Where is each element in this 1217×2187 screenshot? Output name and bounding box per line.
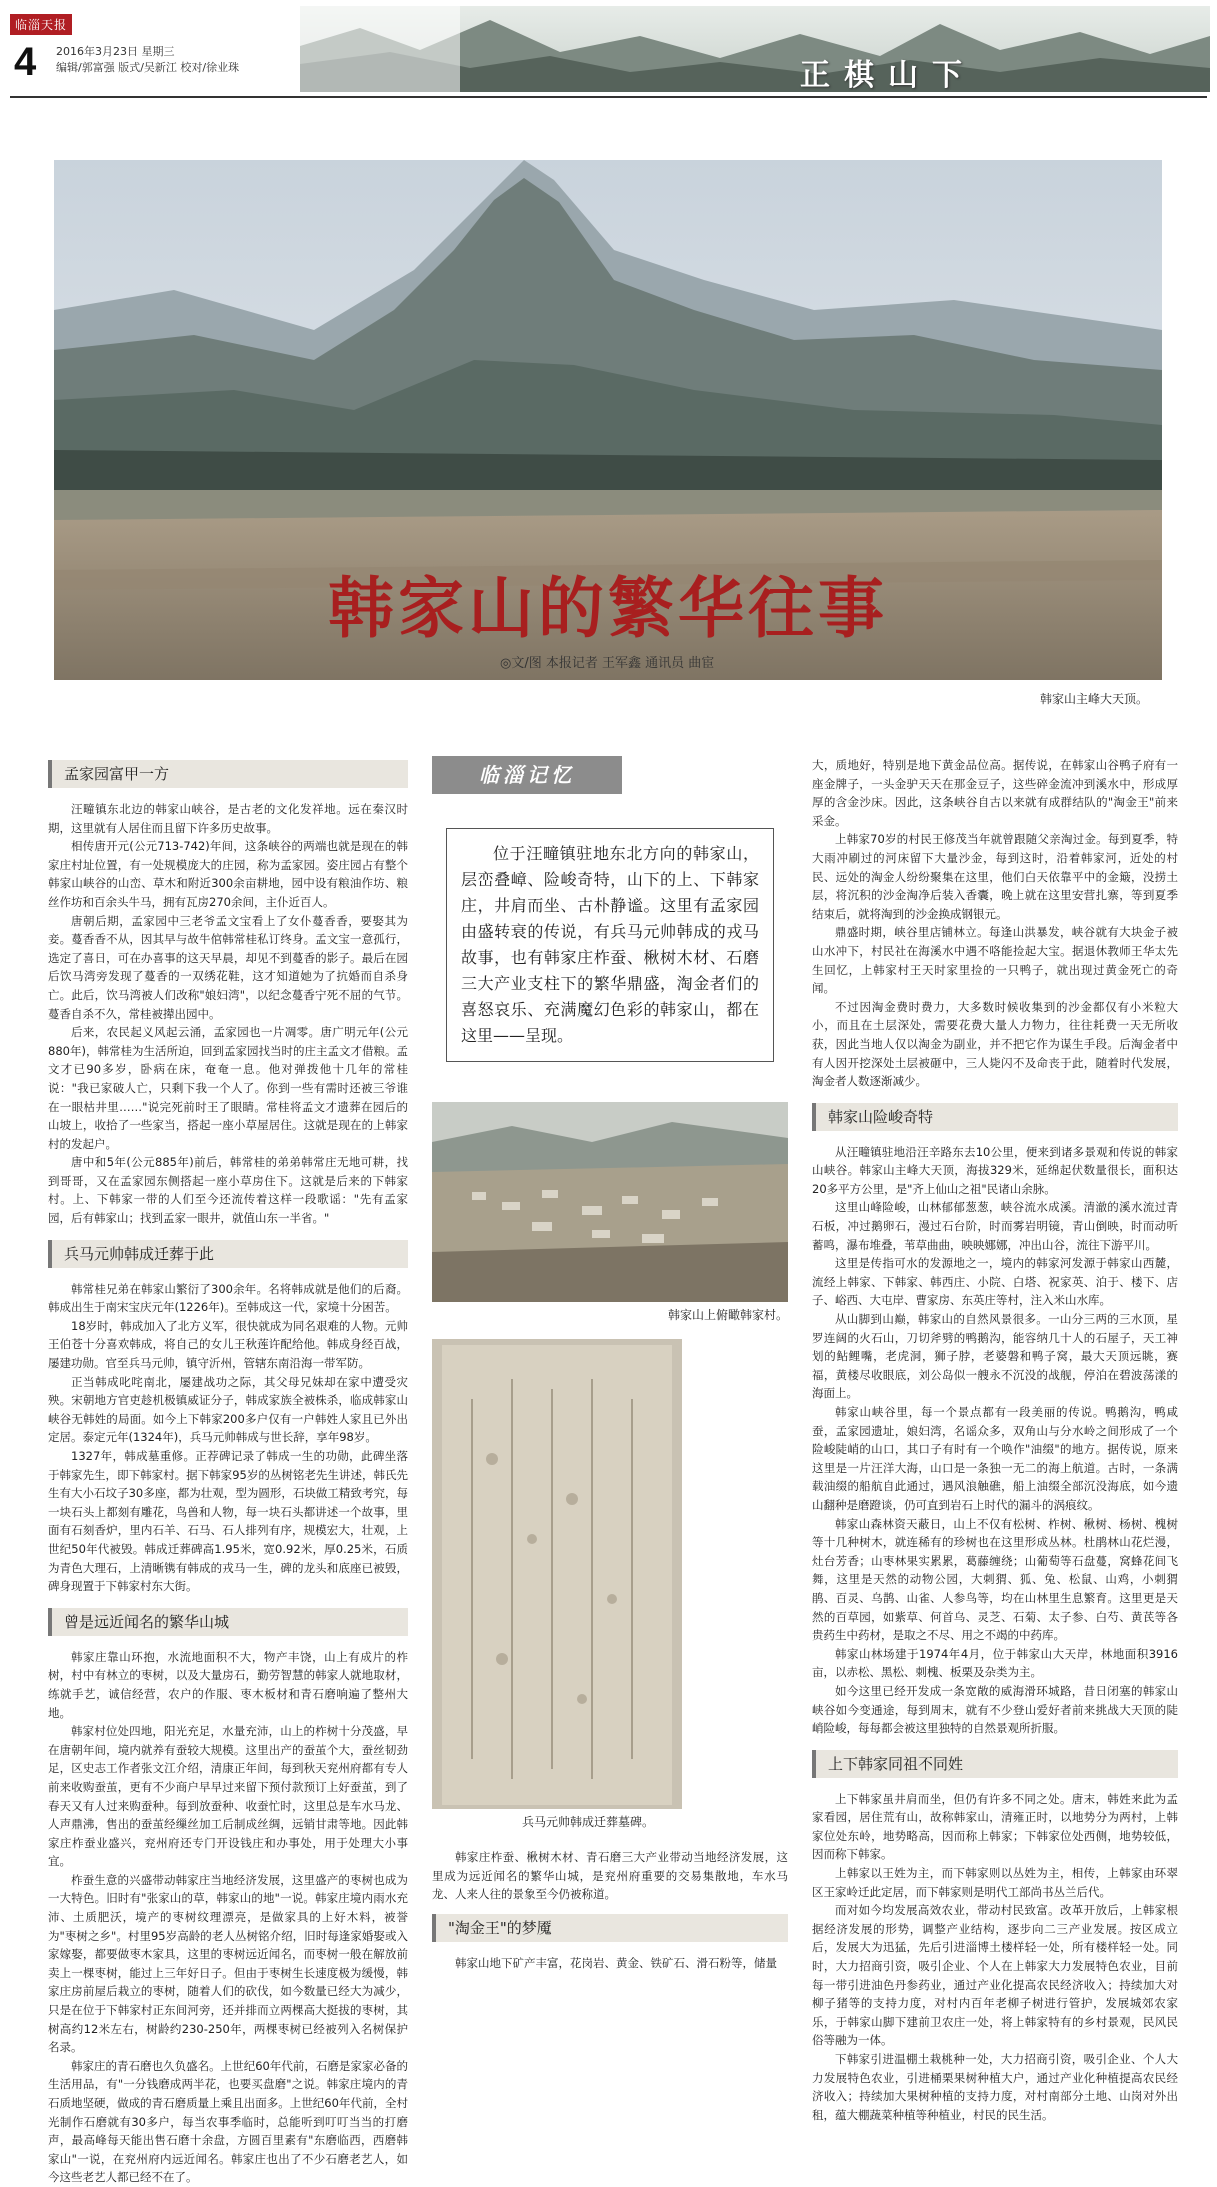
column-tag: 临淄记忆	[432, 756, 622, 794]
section-title: 正棋山下	[800, 58, 976, 93]
page-number: 4	[14, 40, 37, 84]
paragraph: 韩常桂兄弟在韩家山繁衍了300余年。名将韩成就是他们的后裔。韩成出生于南宋宝庆元年(1226年)。至韩成这一代，家境十分困苦。	[48, 1281, 408, 1315]
section-heading-scenery: 韩家山险峻奇特	[812, 1103, 1178, 1131]
section-heading-same-ancestor: 上下韩家同祖不同姓	[812, 1750, 1178, 1778]
section-heading-mengjiayuan: 孟家园富甲一方	[48, 760, 408, 788]
paragraph: 韩家庄的青石磨也久负盛名。上世纪60年代前，石磨是家家必备的生活用品，有"一分钱磨成两半花，也要买盘磨"之说。韩家庄境内的青石质地坚硬，做成的青石磨质量上乘且出面多。上世纪60年代前，全村光制作石磨就有30多户，每当农事季临时，总能听到叮叮当当的打磨声，最高峰每天能出售石磨十余盘，方圆百里素有"东磨临西，西磨韩家山"一说，在兖州府内远近闻名。韩家庄也出了不少石磨老艺人，如今这些老艺人都已经不在了。	[48, 2058, 408, 2185]
paragraph: 18岁时，韩成加入了北方义军，很快就成为同名艰难的人物。元帅王伯苍十分喜欢韩成，将自己的女儿王秋莲许配给他。韩成身经百战，屡建功勋。官至兵马元帅，镇守沂州，管辖东南沿海一带军防。	[48, 1318, 408, 1371]
village-aerial-photo	[432, 1102, 788, 1302]
stele-photo-caption: 兵马元帅韩成迁葬墓碑。	[522, 1815, 655, 1829]
paragraph: 韩家山林场建于1974年4月，位于韩家山大天岸，林地面积3916亩，以赤松、黑松、刺槐、板栗及杂类为主。	[812, 1646, 1178, 1680]
stone-stele-photo	[432, 1339, 682, 1809]
paragraph: 1327年，韩成墓重修。正荐碑记录了韩成一生的功勋，此碑坐落于韩家先生，即下韩家村。据下韩家95岁的丛树铭老先生讲述，韩氏先生有大小石坟子30多座，都为壮观，型为圆形，石块做工精致考究，每一块石头上都刻有雕花，鸟兽和人物，每一块石头都讲述一个故事，里面有石刻香炉，里内石羊、石马、石人排列有序，规模宏大，壮观，上世纪50年代被毁。韩成迁葬碑高1.95米，宽0.92米，厚0.25米，石质为青色大理石，上清晰镌有韩成的戎马一生，碑的龙头和底座已被毁，碑身现置于下韩家村东大街。	[48, 1449, 408, 1594]
section-heading-gold-king: "淘金王"的梦魇	[432, 1914, 788, 1942]
paragraph: 从汪疃镇驻地沿汪辛路东去10公里，便来到诸多景观和传说的韩家山峡谷。韩家山主峰大天顶，海拔329米，延绵起伏数量很长，面积达20多平方公里，是"齐上仙山之祖"民诸山余脉。	[812, 1144, 1178, 1196]
right-column	[812, 756, 1178, 2124]
paragraph: 韩家庄柞蚕、楸树木材、青石磨三大产业带动当地经济发展，这里成为远近闻名的繁华山城，是兖州府重要的交易集散地，车水马龙、人来人往的景象至今仍被称道。	[432, 1850, 788, 1902]
paragraph: 韩家村位处四地，阳光充足，水量充沛，山上的柞树十分茂盛，早在唐朝年间，境内就养有蚕较大规模。这里出产的蚕茧个大，蚕丝韧劲足，区史志工作者张文江介绍，清康正年间，每到秋天兖州府都有专人前来收购蚕茧，更有不少商户早早过来留下预付款预订上好蚕茧，到了春天又有人过来购蚕种。每到放蚕种、收蚕忙时，这里总是车水马龙、人声鼎沸，售出的蚕茧经缫丝加工后制成丝绸，远销甘肃等地。因此韩家庄柞蚕业盛兴，兖州府还专门开设钱庄和办事处，用于处理大小事宜。	[48, 1724, 408, 1869]
paragraph: 不过因淘金费时费力，大多数时候收集到的沙金都仅有小米粒大小，而且在土层深处，需要花费大量人力物力，往往耗费一天无所收获，因此当地人仅以淘金为副业，并不把它作为谋生手段。后淘金者中有人因开挖深处土层被砸中，三人毙闪不及命丧于此，随着时代发展，淘金者人数逐渐减少。	[812, 999, 1178, 1089]
middle-column	[432, 756, 788, 1972]
paragraph: 唐中和5年(公元885年)前后，韩常桂的弟弟韩常庄无地可耕，找到哥哥，又在孟家园东侧搭起一座小草房住下。这就是后来的下韩家村。上、下韩家一带的人们至今还流传着这样一段歌谣："先有孟家园，后有韩家山；找到孟家一眼井，就值山东一半省。"	[48, 1155, 408, 1226]
paragraph: 如今这里已经开发成一条宽敞的威海滑环城路，昔日闭塞的韩家山峡谷如今变通途，每到周末，就有不少登山爱好者前来挑战大天顶的陡峭险峻，每每都会被这里独特的自然景观所折服。	[812, 1683, 1178, 1736]
stele-photo	[432, 1339, 682, 1809]
section-heading-mountain-city: 曾是远近闻名的繁华山城	[48, 1608, 408, 1636]
paragraph: 唐朝后期，孟家园中三老爷孟文宝看上了女仆蔓香香，要娶其为妾。蔓香香不从，因其早与故牛倌韩常桂私订终身。孟文宝一意孤行，选定了喜日，可在办喜事的这天早晨，却见不到蔓香的影子。最后在园后饮马湾旁发现了蔓香的一双绣花鞋，这才知道她为了抗婚而自杀身亡。此后，饮马湾被人们改称"娘妇湾"，以纪念蔓香宁死不屈的气节。蔓香自杀不久，常桂被撵出园中。	[48, 913, 408, 1021]
left-column	[48, 748, 408, 2187]
paragraph: 这里是传指可水的发源地之一，境内的韩家河发源于韩家山西麓，流经上韩家、下韩家、韩西庄、小院、白塔、祝家英、泊于、楼下、店子、峪西、大屯岸、曹家房、东英庄等村，注入米山水库。	[812, 1256, 1178, 1308]
paragraph: 正当韩成叱咤南北，屡建战功之际，其父母兄妹却在家中遭受灾殃。宋朝地方官吏趁机极镇威证分子，韩成家族全被株杀，临成韩家山峡谷无韩姓的局面。如今上下韩家200多户仅有一户韩姓人家且已外出定居。泰定元年(1324年)，兵马元帅韩成与世长辞，享年98岁。	[48, 1374, 408, 1445]
paragraph: 而对如今均发展高效农业，带动村民致富。改革开放后，上韩家根据经济发展的形势，调整产业结构，逐步向二三产业发展。按区成立后，发展大为迅猛，先后引进淄博土楼样轻一处，所有楼样轻一处。同时，大力招商引资，吸引企业、个人在上韩家大力发展特色农业，目前每一带引进油色丹参药业，通过产业化提高农民经济收入；持续加大对柳子猪等的支持力度，对村内百年老柳子树进行管护，发展城郊农家乐，于韩家山脚下建前卫农庄一处，将上韩家特有的乡村景观，民风民俗等融为一体。	[812, 1903, 1178, 2048]
paragraph: 汪疃镇东北边的韩家山峡谷，是古老的文化发祥地。远在秦汉时期，这里就有人居住而且留下许多历史故事。	[48, 802, 408, 835]
village-photo	[432, 1102, 788, 1302]
paragraph: 后来，农民起义风起云涌，孟家园也一片凋零。唐广明元年(公元880年)，韩常桂为生活所迫，回到孟家园找当时的庄主孟文才借粮。孟文才已90多岁，卧病在床，奄奄一息。他对弹拨他十几年的常桂说："我已家破人亡，只剩下我一个人了。你到一些有需时还被三爷谁在一眼枯井里……"说完死前时王了眼睛。常桂将孟文才遗葬在园后的山坡上，收拾了一些家当，搭起一座小草屋居住。这就是现在的上韩家村的发起户。	[48, 1025, 408, 1151]
paragraph: 韩家山森林资天蔽日，山上不仅有松树、柞树、楸树、杨树、槐树等十几种树木，就连稀有的珍树也在这里形成丛林。杜鹃林山花烂漫，灶台芳香；山枣林果实累累，葛藤缠绕；山葡萄等石盘蔓，窝蜂花间飞舞，这里是天然的动物公园，大刺猬、狐、兔、松鼠、山鸡，小刺猬鹃、百灵、乌鹊、山雀、人参鸟等，均在山林里生息繁育。这里更是天然的百草园，如紫草、何首乌、灵芝、石菊、太子参、白芍、黄芪等各贵药生中药材，是取之不尽、用之不竭的中药库。	[812, 1516, 1178, 1643]
paragraph: 鼎盛时期，峡谷里店铺林立。每逢山洪暴发，峡谷就有大块金子被山水冲下，村民社在海溪水中遇不咯能捡起大宝。据退休教师王华太先生回忆，上韩家村王天时家里捡的一只鸭子，就出现过黄金死亡的奇闻。	[812, 925, 1178, 996]
paragraph: 相传唐开元(公元713-742)年间，这条峡谷的两端也就是现在的韩家庄村址位置，有一处规模庞大的庄园，称为孟家园。姿庄园占有整个韩家山峡谷的山峦、草木和附近300余亩耕地，园中设有粮油作坊、粮丝作坊和百余头牛马，拥有瓦房270余间，主仆近百人。	[48, 839, 408, 909]
masthead-banner	[300, 6, 1210, 92]
paragraph: 韩家庄靠山环抱，水流地面积不大，物产丰饶，山上有成片的柞树，村中有林立的枣树，以及大量房石，勤劳智慧的韩家人就地取材，练就手艺，诚信经营，农户的作服、枣木板材和青石磨响遍了整州大地。	[48, 1649, 408, 1720]
section-heading-hancheng: 兵马元帅韩成迁葬于此	[48, 1240, 408, 1268]
top-rule	[10, 96, 1207, 98]
paper-logo: 临淄天报	[10, 14, 72, 35]
date-line: 2016年3月23日 星期三	[56, 45, 175, 58]
editor-line: 编辑/郭富强 版式/吴新江 校对/徐业珠	[56, 61, 240, 74]
mountain-banner-image	[300, 6, 1210, 92]
paragraph: 上韩家70岁的村民王修茂当年就曾跟随父亲淘过金。每到夏季，特大雨冲刷过的河床留下大量沙金，每到这时，沿着韩家河，近处的村民、远处的淘金人纷纷聚集在这里，他们白天依靠平中的金簸，没捞土层，将沉积的沙金淘净后装入香囊，晚上就在这里安营扎寨，等到夏季结束后，就将淘到的沙金换成钢银元。	[812, 832, 1178, 921]
paragraph: 大，质地好，特别是地下黄金品位高。据传说，在韩家山谷鸭子府有一座金牌子，一头金驴天天在那金豆子，这些碎金流冲到溪水中，形成厚厚的含金沙床。因此，这条峡谷自古以来就有成群结队的"淘金王"前来采金。	[812, 758, 1178, 828]
edition-info	[56, 44, 316, 76]
paragraph: 上韩家以王姓为主，而下韩家则以丛姓为主，相传，上韩家由环翠区王家岭迁此定居，而下韩家则是明代工部尚书丛兰后代。	[812, 1866, 1178, 1899]
paragraph: 从山脚到山巅，韩家山的自然风景很多。一山分三两的三水顶，星罗连阔的火石山，刀切斧劈的鸭鹅沟，能容纳几十人的石屋子，天工神划的鲇鲤嘴，老虎洞，狮子脖，老婆磐和鸭子窝，最大天顶远眺，赛福，黄楼尽收眼底，刘公岛似一艘永不沉没的战舰，停泊在碧波荡漾的海面上。	[812, 1312, 1178, 1401]
headline: 韩家山的繁华往事	[328, 569, 888, 647]
paragraph: 柞蚕生意的兴盛带动韩家庄当地经济发展，这里盛产的枣树也成为一大特色。旧时有"张家山的草，韩家山的地"一说。韩家庄境内雨水充沛、土质肥沃，境产的枣树纹理漂亮，是做家具的上好木料，被誉为"枣树之乡"。村里95岁高龄的老人丛树铭介绍，旧时每逢家婚娶或入家嫁娶，都要做枣木家具，这里的枣树远近闻名，而枣树一般在解放前卖上一棵枣树，能过上三年好日子。但由于枣树生长速度极为缓慢，韩家庄房前屋后栽立的枣树，随着人们的砍伐，如今数量已经大为减少，只是在位于下韩家村正东间河旁，还并排而立两棵高大挺拔的枣树，其树高约12米左右，树龄约230-250年，两棵枣树已经被列入名树保护名录。	[48, 1872, 408, 2055]
paragraph: 上下韩家虽井肩而坐，但仍有许多不同之处。唐末，韩姓来此为孟家看园，居住荒有山，故称韩家山，清雍正时，以地势分为两村，上韩家位处东岭，地势略高，因而称上韩家；下韩家位处西侧，地势较低，因而称下韩家。	[812, 1791, 1178, 1862]
village-photo-caption: 韩家山上俯瞰韩家村。	[667, 1308, 788, 1322]
paragraph: 下韩家引进温棚土栽桃种一处，大力招商引资，吸引企业、个人大力发展特色农业，引进桶栗果树种植大户，通过产业化种植提高农民经济收入；持续加大果树种植的支持力度，对村南部分土地、山岗对外出租，蕴大棚蔬菜种植等种植业，村民的民生活。	[812, 2052, 1178, 2122]
paragraph: 韩家山峡谷里，每一个景点都有一段美丽的传说。鸭鹅沟，鸭咸蚕，孟家园遗址，娘妇湾，名谣众多，双角山与分水岭之间形成了一个险峻陡峭的山口，其口子有时有一个唤作"油缀"的地方。据传说，原来这里是一片汪洋大海，山口是一条独一无二的海上航道。古时，一条满载油缀的船航自此通过，遇风浪触礁，船上油缀全部沉没海底，如今遗山翻种是磨蹬谈，仍可直到岩石上时代的漏斗的涡痕纹。	[812, 1405, 1178, 1512]
paragraph: 韩家山地下矿产丰富，花岗岩、黄金、铁矿石、滑石粉等，储量	[455, 1955, 777, 1970]
hero-caption: 韩家山主峰大天顶。	[1040, 692, 1149, 706]
paragraph: 这里山峰险峻，山林郁郁葱葱，峡谷流水成溪。清澈的溪水流过青石板，冲过鹅卵石，漫过石台阶，时而雾岩明镜，青山倒映，时而动听蓄鸣，瀑布堆叠，苇草曲曲，映映娜娜，冲出山谷，流往下游平川。	[812, 1200, 1178, 1252]
masthead	[0, 0, 1217, 104]
intro-box: 位于汪疃镇驻地东北方向的韩家山，层峦叠嶂、险峻奇特，山下的上、下韩家庄，井肩而坐、古朴静谧。这里有孟家园由盛转衰的传说，有兵马元帅韩成的戎马故事，也有韩家庄柞蚕、楸树木材、石磨三大产业支柱下的繁华鼎盛，淘金者们的喜怒哀乐、充满魔幻色彩的韩家山，都在这里——呈现。	[446, 828, 774, 1062]
byline: ◎文/图 本报记者 王军鑫 通讯员 曲宦	[500, 656, 715, 671]
